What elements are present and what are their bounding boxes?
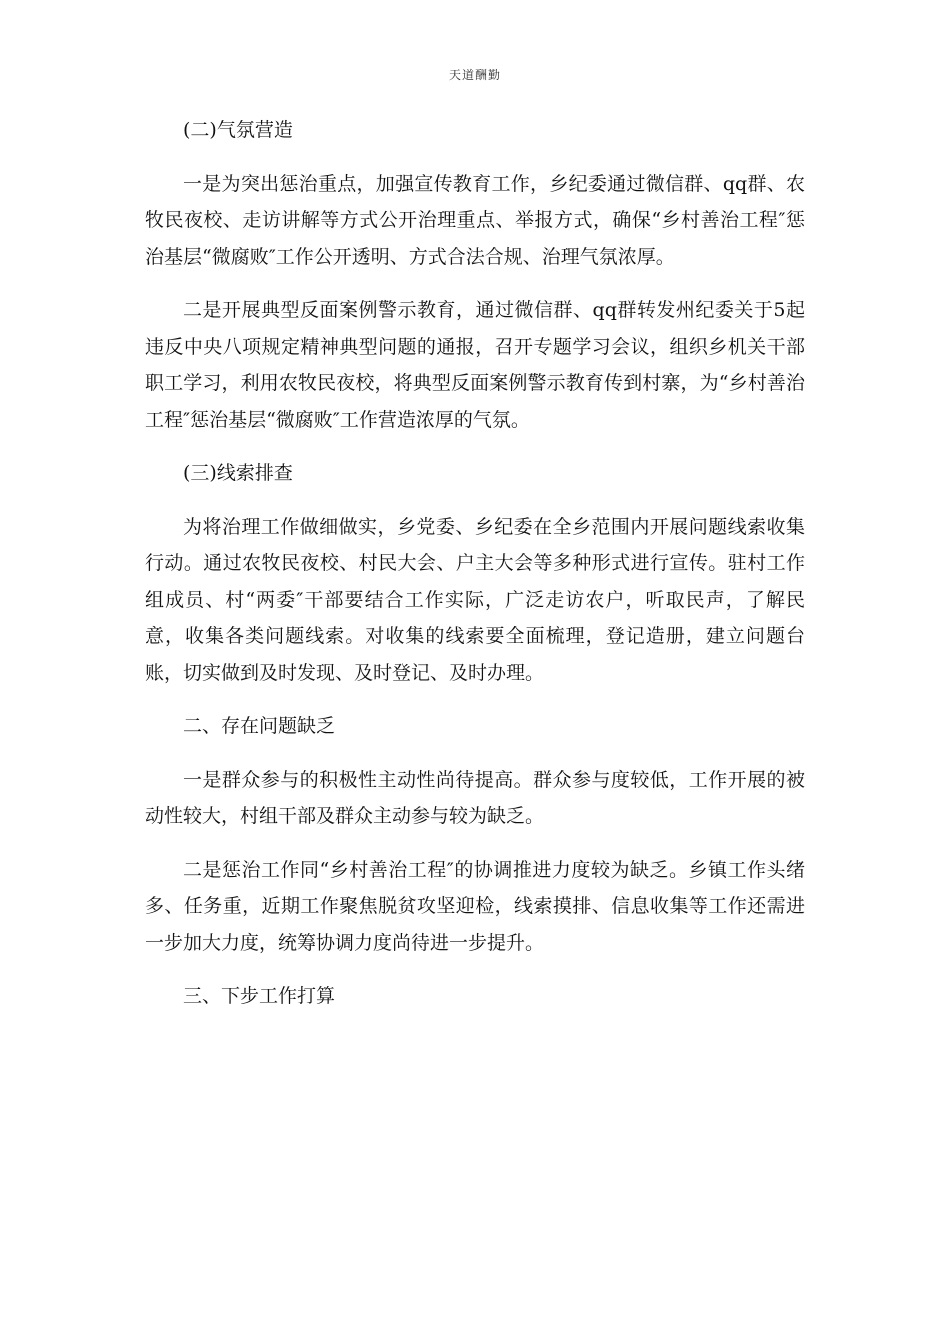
section-heading-atmosphere: (二)气氛营造 [183, 119, 293, 141]
document-body [145, 112, 805, 1032]
paragraph-warning-education: 二是开展典型反面案例警示教育，通过微信群、qq群转发州纪委关于5起违反中央八项规定精神典型问题的通报，召开专题学习会议，组织乡机关干部职工学习，利用农牧民夜校，将典型反面案例警示教育传到村寨，为“乡村善治工程″惩治基层“微腐败″工作营造浓厚的气氛。 [145, 299, 805, 431]
page-header: 天道酬勤 [448, 68, 501, 82]
section-heading-next-steps: 三、下步工作打算 [183, 985, 336, 1007]
section-heading-clue-check: (三)线索排查 [183, 462, 293, 484]
paragraph-clue-collection: 为将治理工作做细做实，乡党委、乡纪委在全乡范围内开展问题线索收集行动。通过农牧民夜校、村民大会、户主大会等多种形式进行宣传。驻村工作组成员、村“两委″干部要结合工作实际，广泛走访农户，听取民声，了解民意，收集各类问题线索。对收集的线索要全面梳理，登记造册，建立问题台账，切实做到及时发现、及时登记、及时办理。 [145, 515, 805, 684]
section-heading-problems: 二、存在问题缺乏 [183, 715, 336, 737]
paragraph-problem-participation: 一是群众参与的积极性主动性尚待提高。群众参与度较低，工作开展的被动性较大，村组干部及群众主动参与较为缺乏。 [145, 768, 805, 827]
paragraph-publicity: 一是为突出惩治重点，加强宣传教育工作，乡纪委通过微信群、qq群、农牧民夜校、走访讲解等方式公开治理重点、举报方式，确保“乡村善治工程″惩治基层“微腐败″工作公开透明、方式合法合规、治理气氛浓厚。 [145, 172, 805, 268]
paragraph-problem-coordination: 二是惩治工作同“乡村善治工程″的协调推进力度较为缺乏。乡镇工作头绪多、任务重，近期工作聚焦脱贫攻坚迎检，线索摸排、信息收集等工作还需进一步加大力度，统筹协调力度尚待进一步提升。 [145, 858, 805, 954]
